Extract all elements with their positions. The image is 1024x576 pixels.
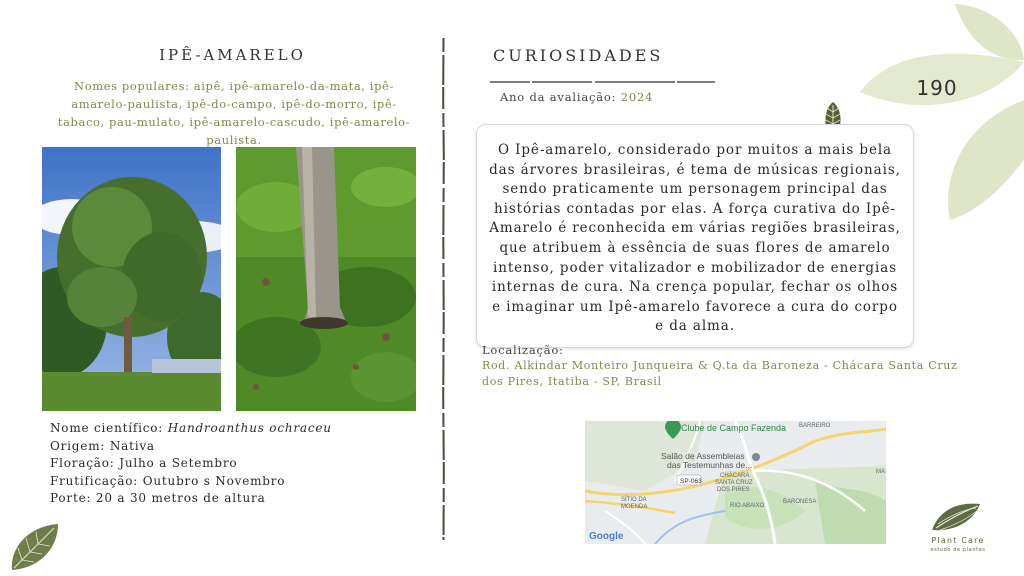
map-label-hall-1: Salão de Assembleias: [661, 451, 745, 461]
curiosity-card: [476, 124, 914, 348]
brand-tagline: estudo de plantas: [930, 547, 986, 553]
scientific-name-label: Nome científico:: [50, 421, 168, 435]
map-label-baroneza: BARONESA: [783, 499, 817, 505]
origin-row: Origem: Nativa: [50, 438, 155, 453]
map-label-chacara-1: CHÁCARA: [720, 473, 750, 479]
tree-photo: [42, 147, 221, 411]
map-label-chacara-3: DOS PIRES: [717, 487, 750, 493]
popular-names: Nomes populares: aipê, ipê-amarelo-da-mata, ipê-amarelo-paulista, ipê-do-campo, ipê-do-morro, ipê-tabaco, pau-mulato, ipê-amarelo-cascudo, ipê-amarelo-paulista.: [57, 79, 411, 147]
curiosity-text: O Ipê-amarelo, considerado por muitos a mais bela das árvores brasileiras, é tema de músicas regionais, sendo praticamente um personagem principal das histórias contadas por elas. A força curativa do Ipê-Amarelo é reconhecida em várias regiões brasileiras, que atribuem à essência de suas flores de amarelo intenso, poder vitalizador e mobilizador de energias internas de cura. Na crença popular, fechar os olhos e imaginar um Ipê-amarelo favorece a cura do corpo e da alma.: [489, 142, 901, 335]
leaf-corner-icon: [8, 522, 60, 576]
brand-name: Plant Care: [931, 536, 985, 545]
fruiting-row: Frutificação: Outubro s Novembro: [50, 473, 286, 488]
species-title: IPÊ-AMARELO: [159, 46, 306, 64]
section-title: CURIOSIDADES: [493, 46, 664, 65]
evaluation-year: [500, 90, 653, 104]
map-label-rio-abaixo: RIO ABAIXO: [730, 503, 765, 509]
map-label-edge: MA: [876, 469, 885, 475]
year-label: Ano da avaliação:: [500, 90, 621, 104]
location-label: Localização:: [482, 343, 564, 357]
species-facts: [50, 420, 332, 508]
map-label-club: Clube de Campo Fazenda: [681, 423, 787, 433]
location-map[interactable]: [585, 421, 886, 544]
page-number: 190: [916, 76, 958, 100]
trunk-photo: [236, 147, 416, 411]
title-underline: [490, 69, 715, 73]
map-label-sitio-2: MOENDA: [621, 504, 648, 510]
scientific-name-row: [50, 420, 332, 438]
brand-logo-icon: [930, 500, 982, 538]
size-row: Porte: 20 a 30 metros de altura: [50, 491, 266, 505]
map-label-sitio-1: SÍTIO DA: [621, 497, 647, 503]
column-divider: [442, 38, 445, 540]
flowering-row: Floração: Julho a Setembro: [50, 456, 238, 470]
map-label-chacara-2: SANTA CRUZ: [715, 480, 753, 486]
year-value: 2024: [620, 90, 654, 104]
map-label-road: SP-063: [680, 478, 702, 485]
location-value: Rod. Alkindar Monteiro Junqueira & Q.ta da Baroneza - Chácara Santa Cruz dos Pires, Itatiba - SP, Brasil: [482, 359, 958, 388]
map-label-hall-2: das Testemunhas de...: [667, 460, 753, 470]
scientific-name-value: Handroanthus ochraceu: [167, 421, 332, 435]
google-logo: Google: [589, 531, 624, 542]
decorative-leaves-icon: [860, 0, 1024, 229]
map-label-barreiro: BARREIRO: [799, 423, 831, 429]
